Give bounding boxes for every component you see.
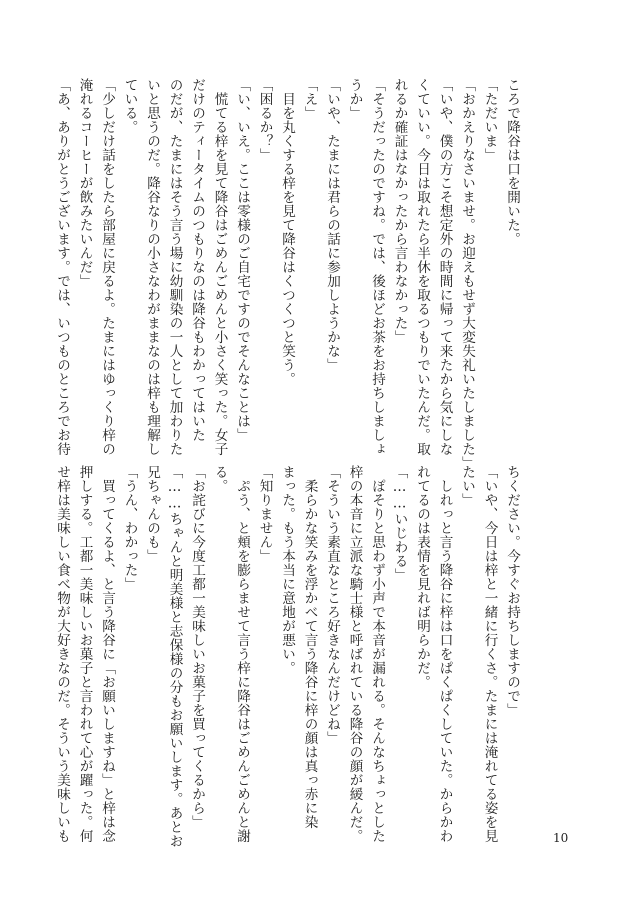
text-line: ちください。今すぐお持ちしますので」 (504, 465, 520, 717)
text-line: 「いや、僕の方こそ想定外の時間に帰って来たから気にしな (436, 78, 453, 456)
page-number: 10 (553, 831, 569, 845)
text-line: ている。 (121, 78, 138, 134)
text-line: 「知りません」 (256, 465, 273, 563)
text-line: せ梓は美味しい食べ物が大好きなのだ。そういう美味しいも (54, 465, 70, 843)
text-line: れるか確証はなかったから言わなかった」 (391, 78, 408, 344)
text-line: 「そういう素直なところ好きなんだけどね」 (324, 465, 340, 745)
text-line: 梓の本音に立派な騎士様と呼ばれている降谷の顔が緩んだ。 (346, 465, 363, 843)
text-line: たい」 (459, 465, 475, 507)
text-line: 「そうだったのですね。では、後ほどお茶をお持ちしましょ (369, 78, 385, 456)
text-line: 買ってくるよ、と言う降谷に「お願いしますね」と梓は念 (99, 465, 115, 843)
text-line: 柔らかな笑みを浮かべて言う降谷に梓の顔は真っ赤に染 (301, 465, 318, 829)
text-line: 押しする。工都一美味しいお菓子と言われて心が躍った。何 (76, 465, 93, 843)
text-block-upper (54, 78, 523, 470)
text-line: まった。もう本当に意地が悪い。 (279, 465, 295, 675)
text-line: ぽそりと思わず小声で本音が漏れる。そんなちょっとした (369, 465, 385, 843)
text-line: 「いや、たまには君らの話に参加しようかな」 (324, 78, 340, 372)
text-line: くていい。今日は取れたら半休を取るつもりでいたんだ。取 (414, 78, 430, 456)
text-line: だけのティータイムのつもりなのは降谷もわかってはいた (189, 78, 205, 442)
text-line: うか」 (346, 78, 363, 120)
text-line: 兄ちゃんのも」 (144, 465, 160, 563)
text-line: 目を丸くする梓を見て降谷はくつくつと笑う。 (279, 78, 295, 386)
text-line: 「……ちゃんと明美様と志保様の分もお願いします。あとお (166, 465, 183, 848)
text-line: 「お詫びに今度工都一美味しいお菓子を買ってくるから」 (189, 465, 205, 829)
text-line: 「い、いえ。ここは零様のご自宅ですのでそんなことは」 (234, 78, 250, 442)
text-line: 「いや、今日は梓と一緒に行くさ。たまには淹れてる姿を見 (481, 465, 498, 843)
text-line: れてるのは表情を見れば明らかだ。 (414, 465, 430, 689)
text-line: 「え」 (301, 78, 318, 120)
text-line: 「ただいま」 (481, 78, 498, 162)
text-line: 「うん、わかった」 (121, 465, 138, 591)
text-line: 「困るか？」 (256, 78, 273, 162)
text-line: 淹れるコーヒーが飲みたいんだ」 (76, 78, 93, 288)
text-block-lower (54, 465, 523, 848)
text-line: ぷう、と頬を膨らませて言う梓に降谷はごめんごめんと謝 (234, 465, 250, 843)
text-line: いと思うのだ。降谷なりの小さなわがままなのは梓も理解し (144, 78, 160, 456)
text-line: のだが、たまにはそう言う場に幼馴染の一人として加わりた (166, 78, 183, 456)
text-line: る。 (211, 465, 228, 493)
text-line: 「少しだけ話をしたら部屋に戻るよ。たまにはゆっくり梓の (99, 78, 115, 456)
text-line: 「……いじわる」 (391, 465, 408, 582)
text-line: 「あ、ありがとうございます。では、いつものところでお待 (54, 78, 70, 456)
text-line: 慌てる梓を見て降谷はごめんごめんと小さく笑った。女子 (211, 78, 228, 456)
text-line: 「おかえりなさいませ。お迎えもせず大変失礼いたしました」 (459, 78, 475, 470)
text-line: しれっと言う降谷に梓は口をぱくぱくしていた。からかわ (436, 465, 453, 843)
text-line: ころで降谷は口を開いた。 (504, 78, 520, 246)
